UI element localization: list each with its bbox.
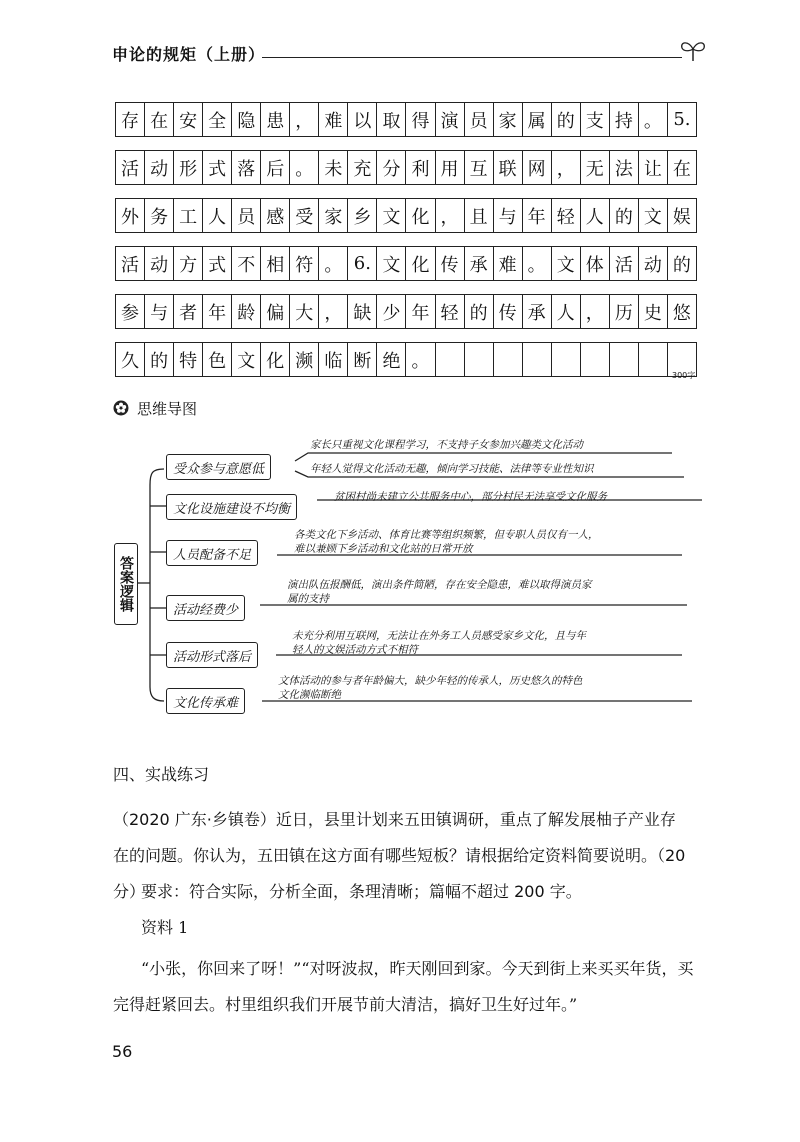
material-line-1: “小张，你回来了呀！”“对呀波叔，昨天刚回到家。今天到街上来买买年货，买	[141, 959, 694, 978]
grid-cell: 化	[260, 343, 289, 376]
question-line-1: （2020 广东·乡镇卷）近日，县里计划来五田镇调研，重点了解发展柚子产业存	[113, 810, 676, 829]
grid-cell: 与	[493, 199, 522, 232]
grid-cell: 外	[121, 206, 140, 228]
grid-cell: ，	[318, 295, 347, 328]
grid-cell: 活	[121, 254, 140, 276]
grid-cell: 。	[522, 247, 551, 280]
grid-cell: 史	[638, 295, 667, 328]
grid-cell: 难	[493, 247, 522, 280]
grid-cell: ，	[289, 103, 318, 136]
grid-cell: 联	[493, 151, 522, 184]
page-header	[112, 32, 712, 72]
requirement: 要求：符合实际，分析全面，条理清晰；篇幅不超过 200 字。	[141, 882, 582, 901]
section-heading: 四、实战练习	[113, 765, 210, 784]
grid-cell: 承	[464, 247, 493, 280]
grid-cell: 取	[376, 103, 405, 136]
grid-cell: 工	[173, 199, 202, 232]
grid-cell: 符	[289, 247, 318, 280]
grid-cell	[551, 343, 580, 376]
grid-cell: 偏	[260, 295, 289, 328]
grid-cell: 员	[464, 103, 493, 136]
grid-cell: 轻	[435, 295, 464, 328]
branch-activity-form: 活动形式落后	[166, 642, 258, 668]
page-number: 56	[112, 1042, 133, 1061]
grid-cell: 龄	[231, 295, 260, 328]
mind-map-title: 思维导图	[137, 399, 198, 418]
grid-cell: 文	[638, 199, 667, 232]
grid-cell: 落	[231, 151, 260, 184]
grid-cell: ，	[551, 151, 580, 184]
grid-cell: 感	[260, 199, 289, 232]
grid-cell	[609, 343, 638, 376]
grid-cell: 相	[260, 247, 289, 280]
grid-cell: 得	[405, 103, 434, 136]
grid-cell: 隐	[231, 103, 260, 136]
branch-detail: 轻人的文娱活动方式不相符	[292, 644, 418, 656]
grid-cell	[464, 343, 493, 376]
branch-detail: 难以兼顾下乡活动和文化站的日常开放	[294, 543, 473, 555]
branch-detail: 文体活动的参与者年龄偏大，缺少年轻的传承人，历史悠久的特色	[278, 675, 583, 687]
grid-cell: 文	[551, 247, 580, 280]
grid-cell: 传	[493, 295, 522, 328]
grid-cell: 乡	[347, 199, 376, 232]
grid-cell: 临	[318, 343, 347, 376]
branch-inheritance: 文化传承难	[166, 688, 245, 714]
mind-map-root: 答案逻辑	[114, 543, 138, 625]
mind-map-heading	[113, 398, 197, 418]
grid-cell: 支	[580, 103, 609, 136]
grid-row	[115, 102, 697, 137]
grid-cell: 。	[405, 343, 434, 376]
grid-cell: 不	[231, 247, 260, 280]
grid-cell: 久	[121, 350, 140, 372]
grid-cell: 利	[405, 151, 434, 184]
grid-cell: 家	[493, 103, 522, 136]
grid-cell: 未	[318, 151, 347, 184]
header-title: 申论的规矩（上册）	[112, 45, 266, 64]
grid-row	[115, 342, 697, 377]
grid-cell	[580, 343, 609, 376]
grid-cell: 以	[347, 103, 376, 136]
branch-facilities: 文化设施建设不均衡	[166, 494, 297, 520]
grid-cell	[522, 343, 551, 376]
grid-cell: 的	[464, 295, 493, 328]
answer-grid	[115, 102, 697, 390]
header-rule	[262, 57, 682, 58]
grid-cell: 。	[318, 247, 347, 280]
grid-cell: 全	[202, 103, 231, 136]
branch-detail: 文化濒临断绝	[278, 689, 341, 701]
grid-cell: 务	[144, 199, 173, 232]
grid-cell: 历	[609, 295, 638, 328]
grid-cell: 无	[580, 151, 609, 184]
grid-row	[115, 246, 697, 281]
grid-cell: 轻	[551, 199, 580, 232]
grid-cell: 文	[231, 343, 260, 376]
grid-cell: 年	[202, 295, 231, 328]
branch-detail: 家长只重视文化课程学习，不支持子女参加兴趣类文化活动	[310, 439, 583, 451]
grid-cell: ，	[435, 199, 464, 232]
grid-cell: 在	[667, 151, 696, 184]
grid-cell: 网	[522, 151, 551, 184]
grid-cell: 参	[121, 302, 140, 324]
grid-cell: 属	[522, 103, 551, 136]
grid-cell: 6.	[347, 247, 376, 280]
sprout-icon	[678, 38, 708, 62]
grid-cell: 悠	[667, 295, 696, 328]
grid-cell: 体	[580, 247, 609, 280]
grid-cell: 化	[405, 199, 434, 232]
grid-cell: 年	[522, 199, 551, 232]
grid-cell: 断	[347, 343, 376, 376]
grid-cell: 难	[318, 103, 347, 136]
grid-cell	[493, 343, 522, 376]
branch-detail: 未充分利用互联网，无法让在外务工人员感受家乡文化，且与年	[292, 630, 586, 642]
grid-cell: 特	[173, 343, 202, 376]
grid-cell: 色	[202, 343, 231, 376]
grid-cell: 持	[609, 103, 638, 136]
grid-cell: 濒	[289, 343, 318, 376]
grid-cell: 娱	[667, 199, 696, 232]
grid-cell: 动	[144, 247, 173, 280]
grid-cell: 动	[144, 151, 173, 184]
grid-cell: 承	[522, 295, 551, 328]
grid-cell: 互	[464, 151, 493, 184]
grid-cell: 方	[173, 247, 202, 280]
grid-cell: 。	[638, 103, 667, 136]
grid-cell: 家	[318, 199, 347, 232]
grid-cell: 少	[376, 295, 405, 328]
word-count: 300字	[672, 371, 696, 380]
grid-cell: 用	[435, 151, 464, 184]
grid-cell	[435, 343, 464, 376]
branch-detail: 属的支持	[287, 593, 329, 605]
grid-cell: 人	[551, 295, 580, 328]
branch-funding: 活动经费少	[166, 595, 245, 621]
grid-cell: 者	[173, 295, 202, 328]
grid-cell: 。	[289, 151, 318, 184]
grid-row	[115, 294, 697, 329]
branch-audience-willingness: 受众参与意愿低	[166, 454, 271, 480]
grid-cell: 法	[609, 151, 638, 184]
grid-cell: 化	[405, 247, 434, 280]
grid-cell: 的	[609, 199, 638, 232]
grid-cell: 与	[144, 295, 173, 328]
grid-cell: 让	[638, 151, 667, 184]
grid-cell: 5.	[667, 103, 696, 136]
flower-icon	[113, 400, 129, 416]
grid-cell: 形	[173, 151, 202, 184]
grid-cell: 文	[376, 199, 405, 232]
branch-detail: 演出队伍报酬低，演出条件简陋，存在安全隐患，难以取得演员家	[287, 579, 592, 591]
grid-cell: 的	[551, 103, 580, 136]
grid-cell: 活	[121, 158, 140, 180]
branch-detail: 贫困村尚未建立公共服务中心，部分村民无法享受文化服务	[334, 491, 607, 503]
grid-cell: 年	[405, 295, 434, 328]
branch-staffing: 人员配备不足	[166, 540, 258, 566]
grid-cell: 存	[121, 110, 140, 132]
material-line-2: 完得赶紧回去。村里组织我们开展节前大清洁，搞好卫生好过年。”	[113, 995, 578, 1014]
grid-cell: 的	[144, 343, 173, 376]
grid-cell: 式	[202, 151, 231, 184]
grid-cell: 演	[435, 103, 464, 136]
mind-map	[112, 433, 712, 723]
grid-cell: 人	[580, 199, 609, 232]
material-label: 资料 1	[141, 918, 189, 937]
grid-cell: 人	[202, 199, 231, 232]
grid-cell: 大	[289, 295, 318, 328]
grid-cell: 缺	[347, 295, 376, 328]
grid-cell: 分	[376, 151, 405, 184]
grid-cell: 患	[260, 103, 289, 136]
grid-cell: ，	[580, 295, 609, 328]
grid-cell	[638, 343, 667, 376]
grid-cell: 且	[464, 199, 493, 232]
grid-cell: 动	[638, 247, 667, 280]
grid-cell: 受	[289, 199, 318, 232]
grid-cell: 安	[173, 103, 202, 136]
branch-detail: 各类文化下乡活动、体育比赛等组织频繁，但专职人员仅有一人，	[294, 529, 599, 541]
grid-row	[115, 150, 697, 185]
grid-cell: 文	[376, 247, 405, 280]
grid-row	[115, 198, 697, 233]
grid-cell: 员	[231, 199, 260, 232]
grid-cell: 传	[435, 247, 464, 280]
grid-cell: 式	[202, 247, 231, 280]
grid-cell: 充	[347, 151, 376, 184]
grid-cell: 在	[144, 103, 173, 136]
grid-cell: 活	[609, 247, 638, 280]
grid-cell: 的	[667, 247, 696, 280]
question-line-2: 在的问题。你认为，五田镇在这方面有哪些短板？请根据给定资料简要说明。（20 分）	[113, 846, 686, 901]
grid-cell: 绝	[376, 343, 405, 376]
grid-cell: 后	[260, 151, 289, 184]
branch-detail: 年轻人觉得文化活动无趣，倾向学习技能、法律等专业性知识	[310, 463, 594, 475]
